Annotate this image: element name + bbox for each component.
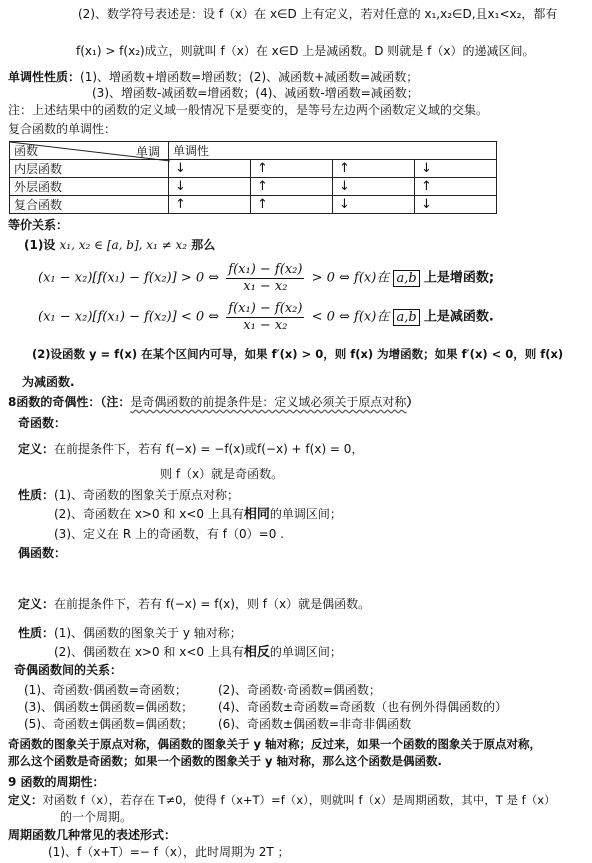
relation-6: (6)、奇函数±偶函数=非奇非偶函数	[218, 717, 412, 731]
relation-2: (2)、奇函数·奇函数=偶函数；	[218, 683, 381, 697]
even-props	[18, 626, 242, 640]
even-def-label: 定义：	[18, 597, 55, 611]
table-row	[10, 160, 497, 178]
note: 注：上述结果中的函数的定义域一般情况下是要变的，是等号左边两个函数定义域的交集。	[8, 103, 489, 117]
table-cell: ↑	[251, 178, 333, 196]
odd-prop-2a: (2)、奇函数在 x>0 和 x<0 上具有	[54, 507, 244, 521]
odd-prop-label: 性质：	[18, 488, 55, 502]
odd-prop-2c: 的单调区间；	[269, 507, 342, 521]
eq2-right: < 0 ⇔ f(x)在	[311, 309, 390, 325]
even-prop-label: 性质：	[18, 626, 55, 640]
eq1-den: x₁ − x₂	[243, 278, 288, 294]
eq2-left: (x₁ − x₂)[f(x₁) − f(x₂)] < 0 ⇔	[38, 309, 220, 325]
equiv-item2: (2)设函数 y = f(x) 在某个区间内可导，如果 f′(x) > 0，则 f(x) 为增函数；如果 f′(x) < 0，则 f(x)	[32, 347, 564, 361]
eq2-fraction	[226, 301, 304, 333]
relations-summary-2: 那么这个函数是奇函数；如果一个函数的图象关于 y 轴对称，那么这个函数是偶函数.	[8, 754, 442, 768]
even-title: 偶函数：	[18, 546, 67, 560]
intro-line1: (2)、数学符号表述是：设 f（x）在 x∈D 上有定义，若对任意的 x₁,x₂∈D,且x₁<x₂，都有	[78, 7, 558, 21]
eq1-right: > 0 ⇔ f(x)在	[311, 270, 390, 286]
eq1-left: (x₁ − x₂)[f(x₁) − f(x₂)] > 0 ⇔	[38, 270, 220, 286]
relation-3: (3)、偶函数±偶函数=偶函数；	[24, 700, 194, 714]
even-prop-2a: (2)、偶函数在 x>0 和 x<0 上具有	[54, 645, 244, 659]
row-label: 复合函数	[10, 196, 169, 214]
odd-prop-2b: 相同	[243, 507, 270, 522]
even-def-text: 在前提条件下，若有 f(−x) = f(x)，则 f（x）就是偶函数。	[54, 597, 371, 611]
mono-props	[8, 70, 418, 84]
relations-title: 奇偶函数间的关系：	[14, 663, 123, 677]
period-heading: 9 函数的周期性：	[8, 775, 105, 789]
table-cell: ↑	[333, 160, 415, 178]
period-def-label: 定义：	[8, 793, 43, 807]
parity-heading-label: 8函数的奇偶性：（注：	[8, 395, 131, 409]
table-cell: ↓	[169, 178, 251, 196]
equiv-item1	[24, 238, 215, 252]
odd-prop-1: (1)、奇函数的图象关于原点对称；	[54, 488, 240, 502]
table-cell: ↑	[251, 160, 333, 178]
odd-prop-2	[54, 507, 342, 523]
eq2-num: f(x₁) − f(x₂)	[228, 301, 303, 316]
equiv-item1-cond: x₁, x₂ ∈ [a, b], x₁ ≠ x₂	[59, 238, 188, 252]
equiv-eq2	[38, 301, 494, 333]
equiv-item1-prefix: (1)设	[24, 238, 56, 252]
relations-summary-1: 奇函数的图象关于原点对称，偶函数的图象关于 y 轴对称；反过来，如果一个函数的图象关于原点对称，	[8, 737, 541, 751]
table-cell: ↓	[415, 160, 497, 178]
table-cell: ↑	[169, 196, 251, 214]
even-prop-2c: 的单调区间；	[269, 645, 342, 659]
table-cell: ↓	[169, 160, 251, 178]
eq1-interval: a,b	[393, 270, 419, 287]
equiv-item2-tail: 为减函数.	[22, 375, 75, 389]
equiv-item1-suffix: 那么	[191, 238, 216, 252]
period-forms-title: 周期函数几种常见的表述形式：	[8, 828, 177, 842]
equiv-title: 等价关系：	[8, 218, 69, 232]
eq1-num: f(x₁) − f(x₂)	[228, 262, 303, 277]
odd-props	[18, 488, 239, 502]
period-form-1: (1)、f（x+T）=− f（x），此时周期为 2T ；	[48, 845, 290, 859]
relation-4: (4)、奇函数±奇函数=奇函数（也有例外得偶函数的）	[218, 700, 508, 714]
period-def2: 的一个周期。	[60, 810, 133, 824]
eq2-tail: 上是减函数.	[423, 309, 494, 325]
table-cell: ↓	[415, 196, 497, 214]
odd-prop-3: (3)、定义在 R 上的奇函数，有 f（0）=0 .	[54, 527, 284, 541]
odd-def-label: 定义：	[18, 442, 55, 456]
odd-def-text: 在前提条件下，若有 f(−x) = −f(x)或f(−x) + f(x) = 0，	[54, 442, 364, 456]
period-def	[8, 794, 556, 808]
mono-props-line1: (1)、增函数+增函数=增函数；(2)、减函数+减函数=减函数；	[80, 70, 419, 84]
period-def-text: 对函数 f（x），若存在 T≠0，使得 f（x+T）=f（x），则就叫 f（x）是周期函数，其中，T 是 f（x）	[42, 793, 556, 807]
table-header-row	[10, 142, 497, 160]
odd-def2: 则 f（x）就是奇函数。	[160, 467, 284, 481]
eq2-den: x₁ − x₂	[243, 317, 288, 333]
table-cell: ↓	[333, 196, 415, 214]
parity-heading-note: 是奇偶函数的前提条件是：定义域必须关于原点对称	[130, 395, 407, 409]
even-def	[18, 597, 370, 611]
corner-label-left: 函数	[14, 144, 39, 158]
intro-line2: f(x₁) > f(x₂)成立，则就叫 f（x）在 x∈D 上是减函数。D 则就是 f（x）的递减区间。	[76, 44, 535, 58]
table-cell: ↑	[251, 196, 333, 214]
parity-heading	[8, 395, 418, 409]
relation-1: (1)、奇函数·偶函数=奇函数；	[24, 683, 187, 697]
eq1-fraction	[226, 262, 304, 294]
relation-5: (5)、奇函数±偶函数=偶函数；	[24, 717, 194, 731]
even-prop-2	[54, 645, 342, 661]
composite-title: 复合函数的单调性：	[8, 122, 117, 136]
row-label: 内层函数	[10, 160, 169, 178]
odd-title: 奇函数：	[18, 416, 67, 430]
mono-props-line2: (3)、增函数-减函数=增函数；(4)、减函数-增函数=减函数；	[92, 86, 419, 100]
table-cell: ↓	[333, 178, 415, 196]
mono-props-heading: 单调性性质：	[8, 70, 81, 84]
row-label: 外层函数	[10, 178, 169, 196]
table-cell: ↑	[415, 178, 497, 196]
even-prop-2b: 相反	[243, 645, 270, 660]
table-row	[10, 178, 497, 196]
equiv-eq1	[38, 262, 494, 294]
even-prop-1: (1)、偶函数的图象关于 y 轴对称；	[54, 626, 242, 640]
corner-label-right: 单调	[135, 145, 160, 159]
composite-monotonicity-table	[9, 141, 497, 214]
parity-heading-close: ）	[406, 395, 419, 409]
eq1-tail: 上是增函数;	[423, 270, 495, 286]
table-corner-cell	[10, 142, 169, 160]
eq2-interval: a,b	[393, 309, 419, 326]
table-header-monotonicity: 单调性	[169, 142, 497, 160]
odd-def	[18, 442, 363, 456]
table-row	[10, 196, 497, 214]
